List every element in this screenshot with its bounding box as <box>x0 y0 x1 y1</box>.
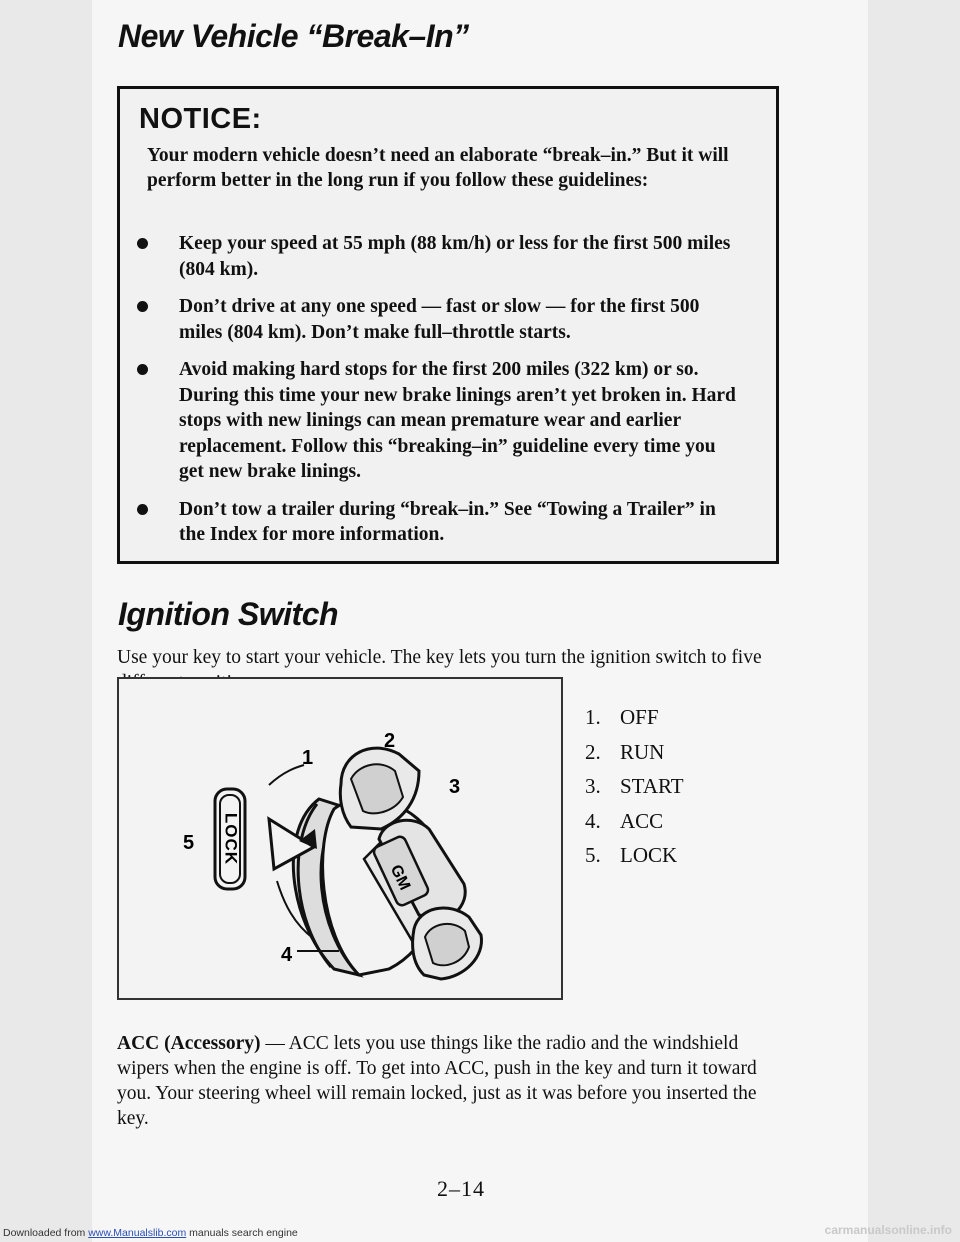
position-item <box>585 804 684 839</box>
ignition-switch-illustration <box>119 679 561 998</box>
carmanuals-watermark: carmanualsonline.info <box>824 1223 952 1237</box>
position-item-number: 2. <box>585 739 601 764</box>
position-item <box>585 769 684 804</box>
position-item-number: 5. <box>585 843 601 867</box>
bullet-icon <box>137 301 148 312</box>
ignition-section-title: Ignition Switch <box>118 596 339 632</box>
position-number-3: 3 <box>449 776 461 798</box>
notice-heading: NOTICE: <box>139 103 262 135</box>
position-item-number: 1. <box>585 705 601 729</box>
notice-item-text: Keep your speed at 55 mph (88 km/h) or less for the first 500 miles (804 km). <box>179 233 731 280</box>
position-item-label: LOCK <box>620 843 678 867</box>
acc-description <box>117 1031 777 1131</box>
position-number-2: 2 <box>384 730 396 752</box>
position-item-number: 3. <box>585 774 601 798</box>
position-item-label: START <box>620 774 684 798</box>
notice-item <box>120 497 744 548</box>
position-item <box>585 838 684 873</box>
notice-item <box>120 357 744 485</box>
page-number: 2–14 <box>437 1176 485 1201</box>
gm-logo-icon: GM <box>386 862 414 893</box>
bullet-icon <box>137 238 148 249</box>
position-number-5: 5 <box>183 832 195 854</box>
position-item-number: 4. <box>585 808 601 833</box>
notice-item <box>120 231 744 282</box>
manualslib-link[interactable]: www.Manualslib.com <box>88 1227 187 1239</box>
position-number-1: 1 <box>302 747 314 769</box>
notice-item <box>120 294 744 345</box>
position-item-label: OFF <box>620 705 659 729</box>
bullet-icon <box>137 504 148 515</box>
footer-watermark <box>0 1223 960 1242</box>
position-item-label: ACC <box>620 808 664 833</box>
footer-suffix: manuals search engine <box>186 1227 298 1239</box>
ignition-switch-figure <box>117 677 563 1000</box>
notice-box <box>117 86 779 564</box>
notice-item-text: Avoid making hard stops for the first 200 miles (322 km) or so. During this time your new brake linings aren’t yet broken in. Hard stops with new linings can mean premature wear and earlier replacement. Follow this “breaking–in” guideline every time you get new brake linings. <box>179 359 736 482</box>
bullet-icon <box>137 364 148 375</box>
ignition-position-list <box>585 700 684 873</box>
notice-item-text: Don’t drive at any one speed — fast or slow — for the first 500 miles (804 km). Don’t make full–throttle starts. <box>179 296 700 343</box>
notice-list <box>120 231 770 560</box>
position-item <box>585 735 684 770</box>
position-number-4: 4 <box>281 944 293 966</box>
break-in-section-title: New Vehicle “Break–In” <box>118 18 469 54</box>
position-item <box>585 700 684 735</box>
acc-term: ACC (Accessory) <box>117 1033 261 1054</box>
footer-source <box>3 1227 298 1239</box>
notice-item-text: Don’t tow a trailer during “break–in.” See “Towing a Trailer” in the Index for more information. <box>179 498 716 545</box>
position-item-label: RUN <box>620 739 665 764</box>
ignition-intro: Use your key to start your vehicle. The key lets you turn the ignition switch to five <box>117 647 762 668</box>
notice-intro: Your modern vehicle doesn’t need an elaborate “break–in.” But it will perform better in the long run if you follow these guidelines: <box>147 145 729 191</box>
footer-prefix: Downloaded from <box>3 1227 89 1239</box>
acc-text: — ACC lets you use things like the radio and the windshield wipers when the engine is off. To get into ACC, push in the key and turn it toward you. Your steering wheel will remain locked, just as it was before you inserted the key. <box>117 1033 757 1129</box>
leader-line-1 <box>269 765 304 785</box>
lock-badge-text: LOCK <box>221 812 241 866</box>
